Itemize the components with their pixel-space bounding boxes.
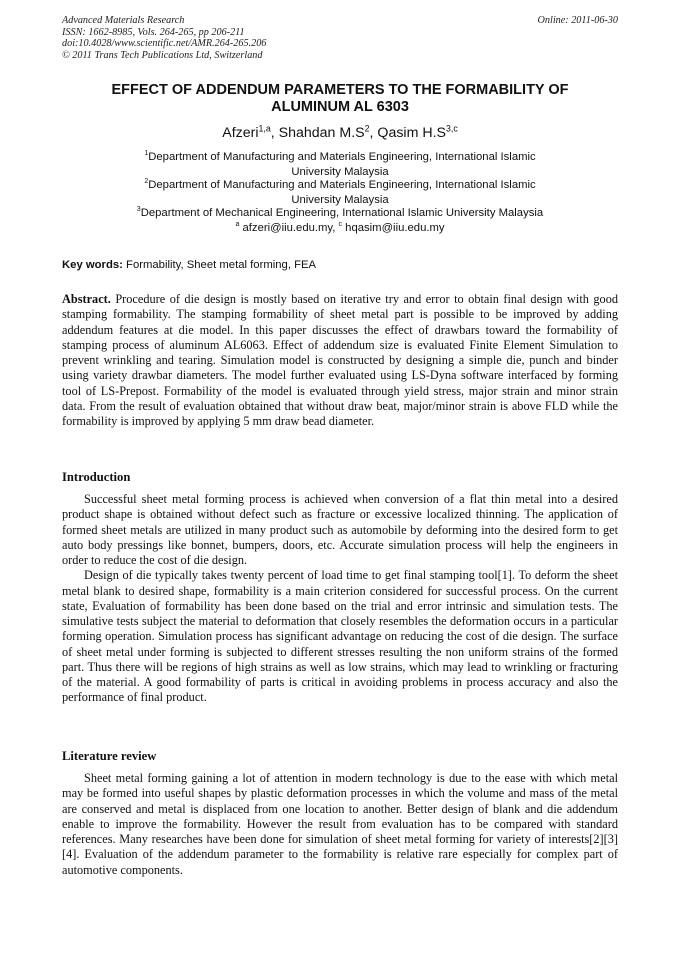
author-1: Afzeri xyxy=(222,125,259,141)
keywords-text: Formability, Sheet metal forming, FEA xyxy=(126,259,317,271)
author-3-affil: 3,c xyxy=(446,123,458,134)
title-line-2: ALUMINUM AL 6303 xyxy=(271,99,409,115)
paper-title xyxy=(62,82,618,116)
literature-body xyxy=(62,771,618,878)
email-c[interactable]: hqasim@iiu.edu.my xyxy=(345,222,445,234)
introduction-paragraph-2: Design of die typically takes twenty percent of load time to get final stamping tool[1]. To deform the sheet metal blank to desired shape, formability is a main criterion considered for successful process. On the current state, Evaluation of formability has been done based on the trial and error intrinsic and simulation tests. The simulative tests subject the material to deformation that closely resembles the deformation occurs in a particular forming operation. Simulation process has significant advantage on reducing the cost of die design. The surface of sheet metal under forming is subjected to different stresses resulting the non uniform strains of the formed part. Thus there will be regions of high strains as well as low strains, which may lead to wrinkling or fracturing of the material. A good formability of parts is critical in avoiding problems in process accuracy and also the performance of final product. xyxy=(62,568,618,705)
abstract-label: Abstract. xyxy=(62,292,111,306)
author-1-affil: 1,a xyxy=(258,123,271,134)
journal-name: Advanced Materials Research xyxy=(62,15,185,26)
abstract-text: Procedure of die design is mostly based on iterative try and error to obtain final design with good stamping formability. The stamping formability of sheet metal part is possible to be improved by adding addendum features at die model. In this paper discusses the effect of drawbars toward the formability of stamping process of aluminum AL6063. Effect of addendum size is evaluated Finite Element Simulation to prevent wrinkling and tearing. Simulation model is constructed by designing a simple die, punch and binder using variety drawbar diameters. The model further evaluated using LS-Dyna software interfaced by forming tool of LS-Prepost. Formability of the model is evaluated through yield stress, major strain and minor strain data. From the result of evaluation obtained that without draw beat, major/minor strain is above FLD while the formability is improved by applying 5 mm draw bead diameter. xyxy=(62,292,618,428)
title-line-1: EFFECT OF ADDENDUM PARAMETERS TO THE FORMABILITY OF xyxy=(111,82,569,98)
copyright-line: © 2011 Trans Tech Publications Ltd, Switzerland xyxy=(62,49,263,61)
literature-paragraph-1: Sheet metal forming gaining a lot of attention in modern technology is due to the ease with which metal may be formed into useful shapes by plastic deformation processes in which the volume and mass of the metal are conserved and metal is displaced from one location to another. Better design of blank and die addendum enable to improve the formability. However the result from evaluation has to be compared with standard references. Many researches have been done for simulation of sheet metal forming for variety of interests[2][3][4]. Evaluation of the addendum parameter to the formability is relative rare especially for complex part of automotive components. xyxy=(62,771,618,877)
author-emails: $^a$ afzeri@iiu.edu.my, $^c$ hqasim@iiu.edu.my xyxy=(235,221,445,234)
keywords xyxy=(62,258,618,272)
issn-line: ISSN: 1662-8985, Vols. 264-265, pp 206-211 xyxy=(62,26,245,38)
email-a[interactable]: afzeri@iiu.edu.my, xyxy=(242,222,336,234)
affiliation-2: $^2$Department of Manufacturing and Materials Engineering, International Islamic University Malaysia xyxy=(144,178,536,206)
abstract xyxy=(62,292,618,429)
introduction-body xyxy=(62,492,618,706)
introduction-heading: Introduction xyxy=(62,470,131,484)
author-2: Shahdan M.S xyxy=(278,125,365,141)
affiliation-1: $^1$Department of Manufacturing and Materials Engineering, International Islamic University Malaysia xyxy=(144,150,536,178)
introduction-paragraph-1: Successful sheet metal forming process is achieved when conversion of a flat thin metal into a desired product shape is obtained without defect such as fracture or excessive localized thinning. The application of formed sheet metals are utilized in many product such as automobile by deforming into the desired form to get auto body pressings like bonnet, bumpers, doors, etc. Accurate simulation process will help the engineers in order to reduce the cost of die design. xyxy=(62,492,618,567)
author-list: Afzeri$^{1,a}$, Shahdan $M.S^2$, Qasim $H.S^{3,c}$ xyxy=(222,123,458,141)
literature-heading: Literature review xyxy=(62,749,157,763)
journal-header xyxy=(62,15,618,61)
affiliation-3: $^3$Department of Mechanical Engineering, International Islamic University Malaysia xyxy=(136,206,544,219)
keywords-label: Key words: xyxy=(62,259,123,271)
author-2-affil: 2 xyxy=(364,123,370,134)
doi-line: doi:10.4028/www.scientific.net/AMR.264-265.206 xyxy=(62,38,267,49)
author-3: Qasim H.S xyxy=(377,125,446,141)
online-date: Online: 2011-06-30 xyxy=(537,15,618,26)
